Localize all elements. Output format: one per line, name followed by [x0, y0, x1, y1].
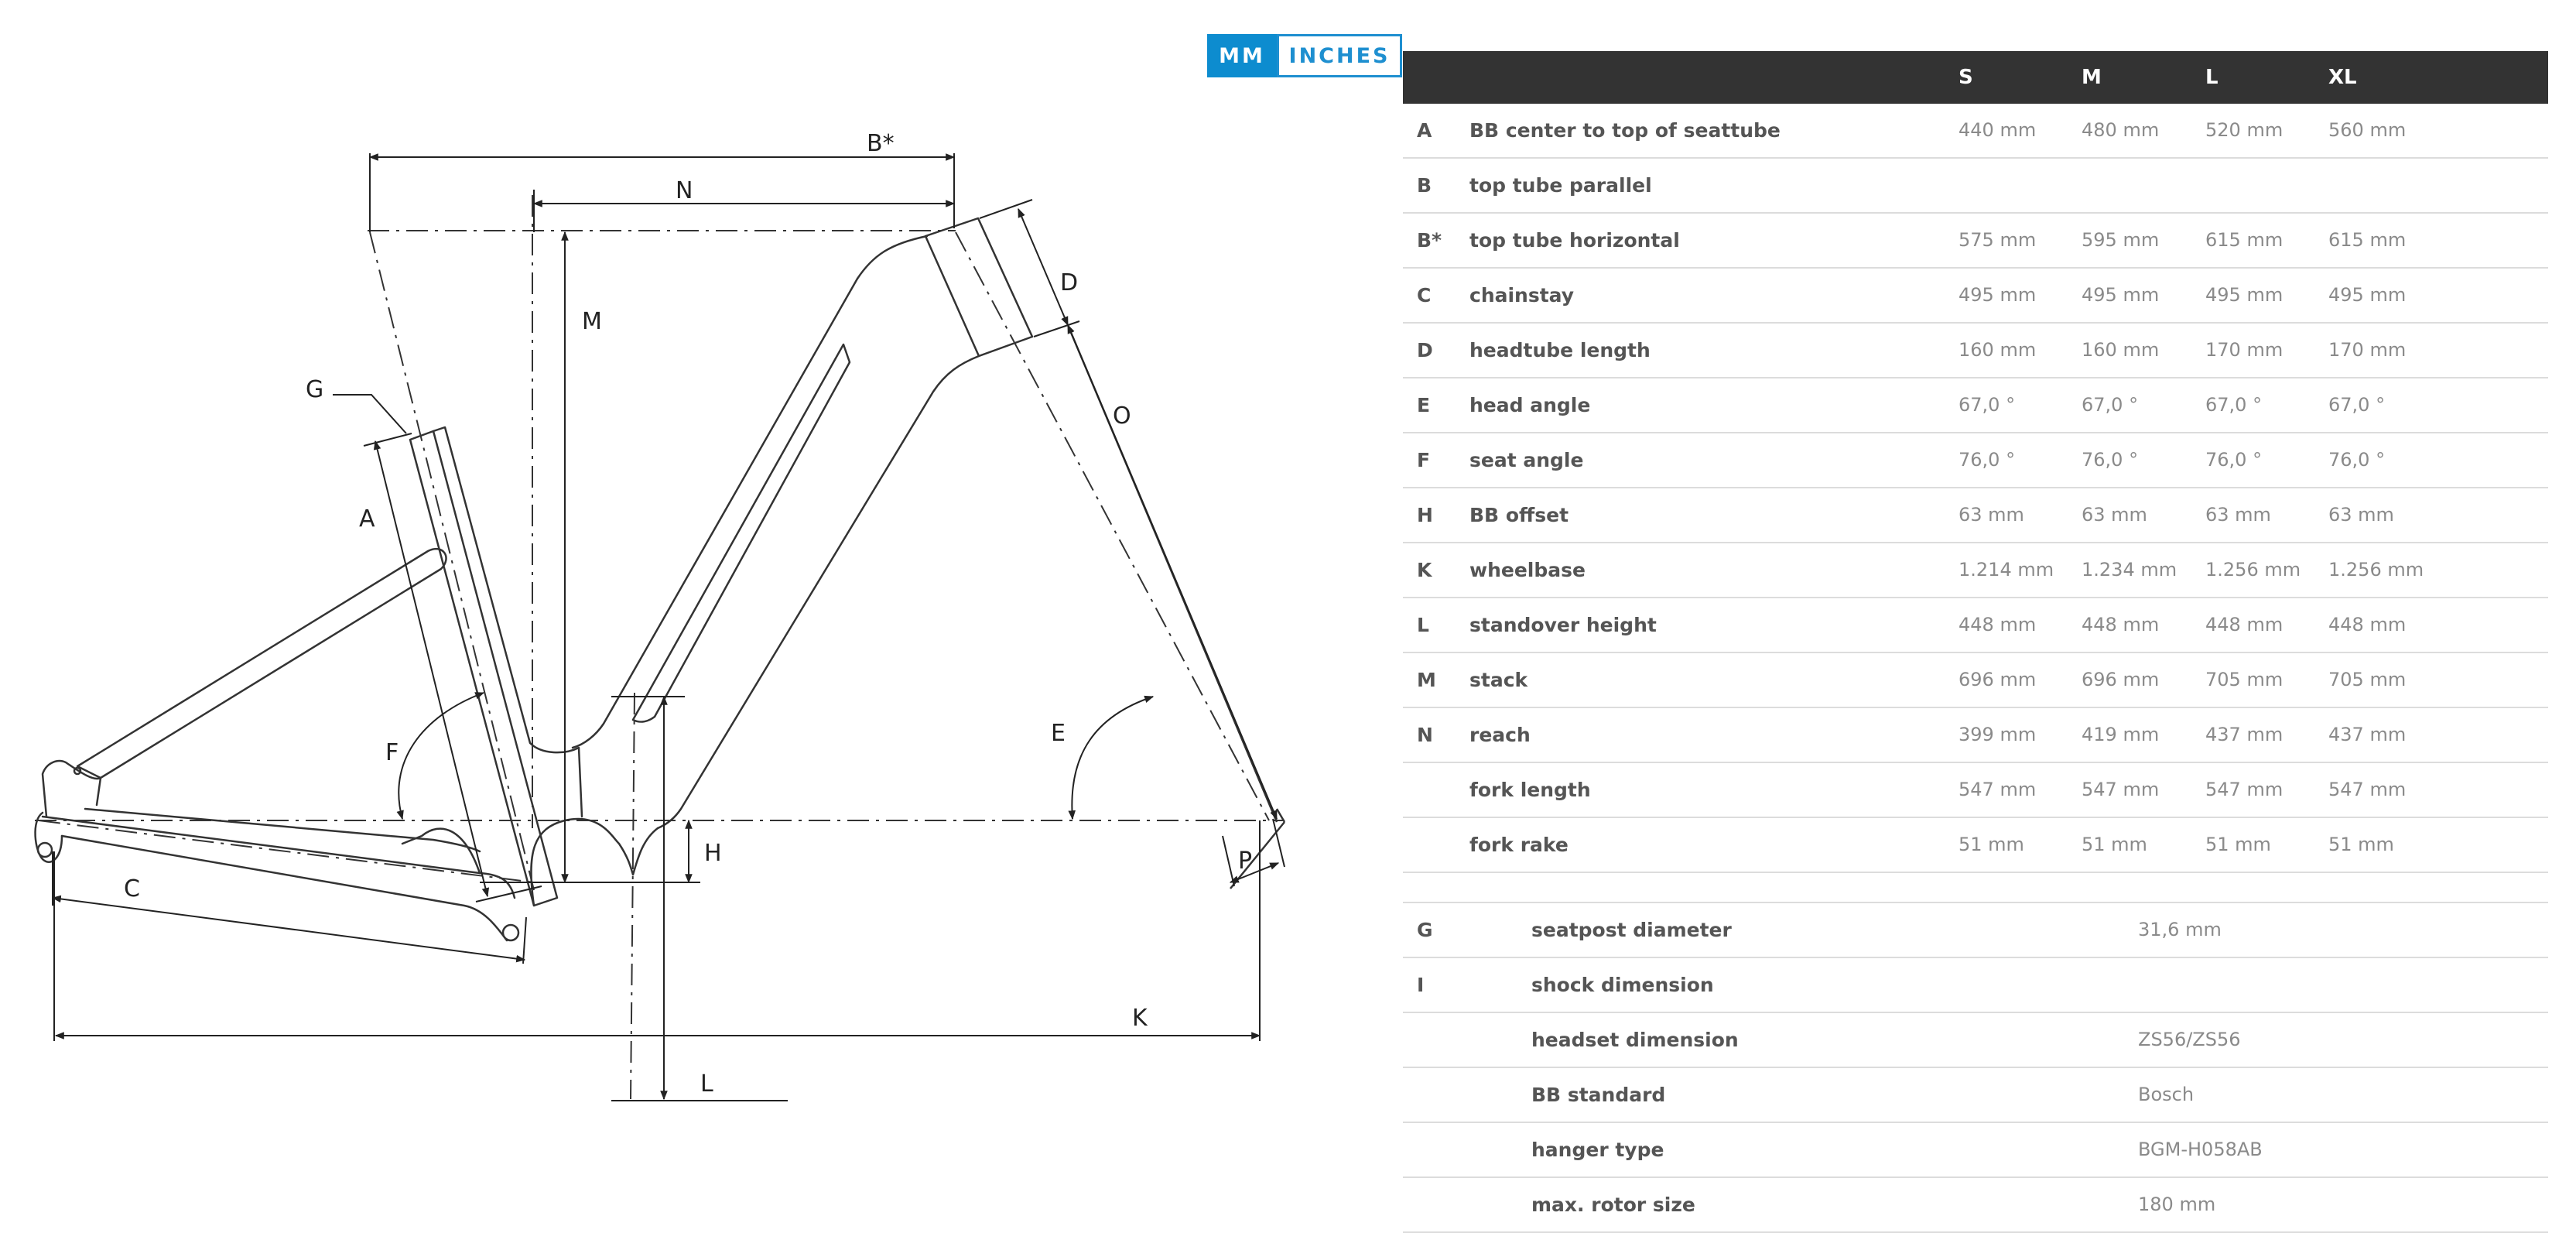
- size-header-m: M: [2082, 66, 2102, 89]
- row-value-s: 76,0 °: [1959, 449, 2016, 471]
- row-label: BB offset: [1469, 504, 1569, 526]
- row-label: shock dimension: [1531, 974, 1714, 996]
- dim-label-h: H: [704, 840, 722, 867]
- geometry-row: [1403, 324, 2548, 378]
- row-value-s: 67,0 °: [1959, 394, 2016, 416]
- row-value-l: 495 mm: [2205, 284, 2284, 306]
- row-value-l: 547 mm: [2205, 779, 2284, 800]
- geometry-row: [1403, 598, 2548, 653]
- row-value-m: 160 mm: [2082, 339, 2160, 361]
- row-label: head angle: [1469, 394, 1591, 416]
- geometry-row: [1403, 433, 2548, 488]
- geometry-row: [1403, 214, 2548, 269]
- row-value-m: 495 mm: [2082, 284, 2160, 306]
- row-label: hanger type: [1531, 1139, 1664, 1161]
- row-value-s: 696 mm: [1959, 669, 2037, 690]
- dim-label-bstar: B*: [867, 130, 895, 157]
- geometry-row: [1403, 378, 2548, 433]
- row-label: BB standard: [1531, 1084, 1666, 1106]
- row-value-xl: 560 mm: [2328, 119, 2407, 141]
- row-key: A: [1417, 119, 1432, 142]
- row-value-s: 399 mm: [1959, 724, 2037, 745]
- row-value-xl: 51 mm: [2328, 834, 2394, 855]
- dim-label-c: C: [124, 875, 140, 902]
- row-label: standover height: [1469, 614, 1657, 636]
- row-key: B*: [1417, 229, 1442, 252]
- geometry-row: [1403, 543, 2548, 598]
- row-value: 180 mm: [2138, 1194, 2216, 1215]
- geometry-row: [1403, 104, 2548, 159]
- row-value-m: 480 mm: [2082, 119, 2160, 141]
- row-value-m: 63 mm: [2082, 504, 2147, 526]
- row-label: wheelbase: [1469, 559, 1586, 581]
- component-row: [1403, 1068, 2548, 1123]
- geometry-table-body: [1403, 104, 2548, 873]
- dim-label-m: M: [582, 308, 602, 335]
- dim-label-e: E: [1051, 720, 1066, 747]
- row-value-m: 448 mm: [2082, 614, 2160, 635]
- row-value-s: 495 mm: [1959, 284, 2037, 306]
- row-value-m: 419 mm: [2082, 724, 2160, 745]
- size-header-s: S: [1959, 66, 1973, 89]
- component-row: [1403, 958, 2548, 1013]
- dim-label-p: P: [1238, 848, 1253, 875]
- row-value-xl: 437 mm: [2328, 724, 2407, 745]
- row-key: I: [1417, 974, 1425, 996]
- row-value-s: 1.214 mm: [1959, 559, 2054, 581]
- component-row: [1403, 903, 2548, 958]
- row-value: BGM-H058AB: [2138, 1139, 2263, 1160]
- dim-label-k: K: [1132, 1005, 1148, 1032]
- row-value-m: 76,0 °: [2082, 449, 2139, 471]
- component-row: [1403, 1123, 2548, 1178]
- row-label: top tube parallel: [1469, 174, 1652, 197]
- geometry-row: [1403, 653, 2548, 708]
- size-header-xl: XL: [2328, 66, 2357, 89]
- row-label: fork length: [1469, 779, 1591, 801]
- geometry-row: [1403, 763, 2548, 818]
- dim-label-l: L: [700, 1070, 713, 1098]
- row-value-s: 440 mm: [1959, 119, 2037, 141]
- row-value-xl: 495 mm: [2328, 284, 2407, 306]
- row-value-xl: 547 mm: [2328, 779, 2407, 800]
- row-value-xl: 1.256 mm: [2328, 559, 2424, 581]
- row-label: BB center to top of seattube: [1469, 119, 1781, 142]
- dim-label-f: F: [385, 739, 399, 766]
- row-value: Bosch: [2138, 1084, 2195, 1105]
- row-value-l: 63 mm: [2205, 504, 2271, 526]
- row-value-xl: 63 mm: [2328, 504, 2394, 526]
- row-value-xl: 67,0 °: [2328, 394, 2386, 416]
- row-value-l: 437 mm: [2205, 724, 2284, 745]
- row-label: seat angle: [1469, 449, 1584, 471]
- row-label: headset dimension: [1531, 1029, 1739, 1051]
- row-value-s: 160 mm: [1959, 339, 2037, 361]
- row-value-s: 448 mm: [1959, 614, 2037, 635]
- row-value: ZS56/ZS56: [2138, 1029, 2241, 1050]
- unit-inches-button[interactable]: INCHES: [1277, 34, 1402, 77]
- row-value-l: 51 mm: [2205, 834, 2271, 855]
- row-value-s: 575 mm: [1959, 229, 2037, 251]
- dimension-lines: [53, 153, 1285, 1101]
- row-value-m: 547 mm: [2082, 779, 2160, 800]
- row-key: E: [1417, 394, 1431, 416]
- row-key: D: [1417, 339, 1433, 361]
- dim-label-d: D: [1060, 269, 1079, 296]
- component-row: [1403, 1013, 2548, 1068]
- geometry-table-header: [1403, 51, 2548, 104]
- row-value-xl: 615 mm: [2328, 229, 2407, 251]
- row-key: B: [1417, 174, 1432, 197]
- row-key: C: [1417, 284, 1432, 307]
- row-key: G: [1417, 919, 1433, 941]
- row-value-m: 595 mm: [2082, 229, 2160, 251]
- dim-label-n: N: [676, 177, 693, 204]
- row-value-l: 615 mm: [2205, 229, 2284, 251]
- row-key: L: [1417, 614, 1429, 636]
- row-value-xl: 448 mm: [2328, 614, 2407, 635]
- row-value-m: 67,0 °: [2082, 394, 2139, 416]
- row-value-xl: 705 mm: [2328, 669, 2407, 690]
- row-label: reach: [1469, 724, 1531, 746]
- row-label: fork rake: [1469, 834, 1569, 856]
- row-value-s: 63 mm: [1959, 504, 2024, 526]
- row-value-s: 51 mm: [1959, 834, 2024, 855]
- row-label: seatpost diameter: [1531, 919, 1732, 941]
- geometry-row: [1403, 159, 2548, 214]
- dim-label-a: A: [359, 505, 375, 533]
- row-label: headtube length: [1469, 339, 1651, 361]
- row-value-l: 705 mm: [2205, 669, 2284, 690]
- row-label: top tube horizontal: [1469, 229, 1680, 252]
- table-section-divider: [1403, 873, 2548, 903]
- dim-label-g: G: [306, 376, 324, 403]
- geometry-table: [1403, 51, 2548, 1233]
- geometry-row: [1403, 488, 2548, 543]
- row-value-l: 67,0 °: [2205, 394, 2263, 416]
- geometry-row: [1403, 269, 2548, 324]
- row-value-xl: 170 mm: [2328, 339, 2407, 361]
- row-key: H: [1417, 504, 1433, 526]
- row-label: stack: [1469, 669, 1528, 691]
- dim-label-o: O: [1113, 402, 1131, 430]
- row-value-s: 547 mm: [1959, 779, 2037, 800]
- row-value-l: 448 mm: [2205, 614, 2284, 635]
- row-value-l: 520 mm: [2205, 119, 2284, 141]
- component-row: [1403, 1178, 2548, 1233]
- fork-outline: [1068, 325, 1285, 889]
- size-header-l: L: [2205, 66, 2219, 89]
- row-value-xl: 76,0 °: [2328, 449, 2386, 471]
- geometry-row: [1403, 818, 2548, 873]
- unit-mm-button[interactable]: MM: [1207, 34, 1277, 77]
- row-key: K: [1417, 559, 1432, 581]
- row-key: F: [1417, 449, 1431, 471]
- row-value-l: 76,0 °: [2205, 449, 2263, 471]
- row-value-m: 1.234 mm: [2082, 559, 2177, 581]
- geometry-row: [1403, 708, 2548, 763]
- row-value-l: 1.256 mm: [2205, 559, 2301, 581]
- frame-outline: [36, 218, 1032, 940]
- row-value-l: 170 mm: [2205, 339, 2284, 361]
- component-table-body: [1403, 903, 2548, 1233]
- row-value: 31,6 mm: [2138, 919, 2222, 940]
- reference-lines: [35, 195, 1285, 1099]
- row-key: M: [1417, 669, 1436, 691]
- row-key: N: [1417, 724, 1433, 746]
- row-label: chainstay: [1469, 284, 1575, 307]
- row-label: max. rotor size: [1531, 1194, 1695, 1216]
- unit-toggle: [1207, 34, 1402, 80]
- row-value-m: 51 mm: [2082, 834, 2147, 855]
- row-value-m: 696 mm: [2082, 669, 2160, 690]
